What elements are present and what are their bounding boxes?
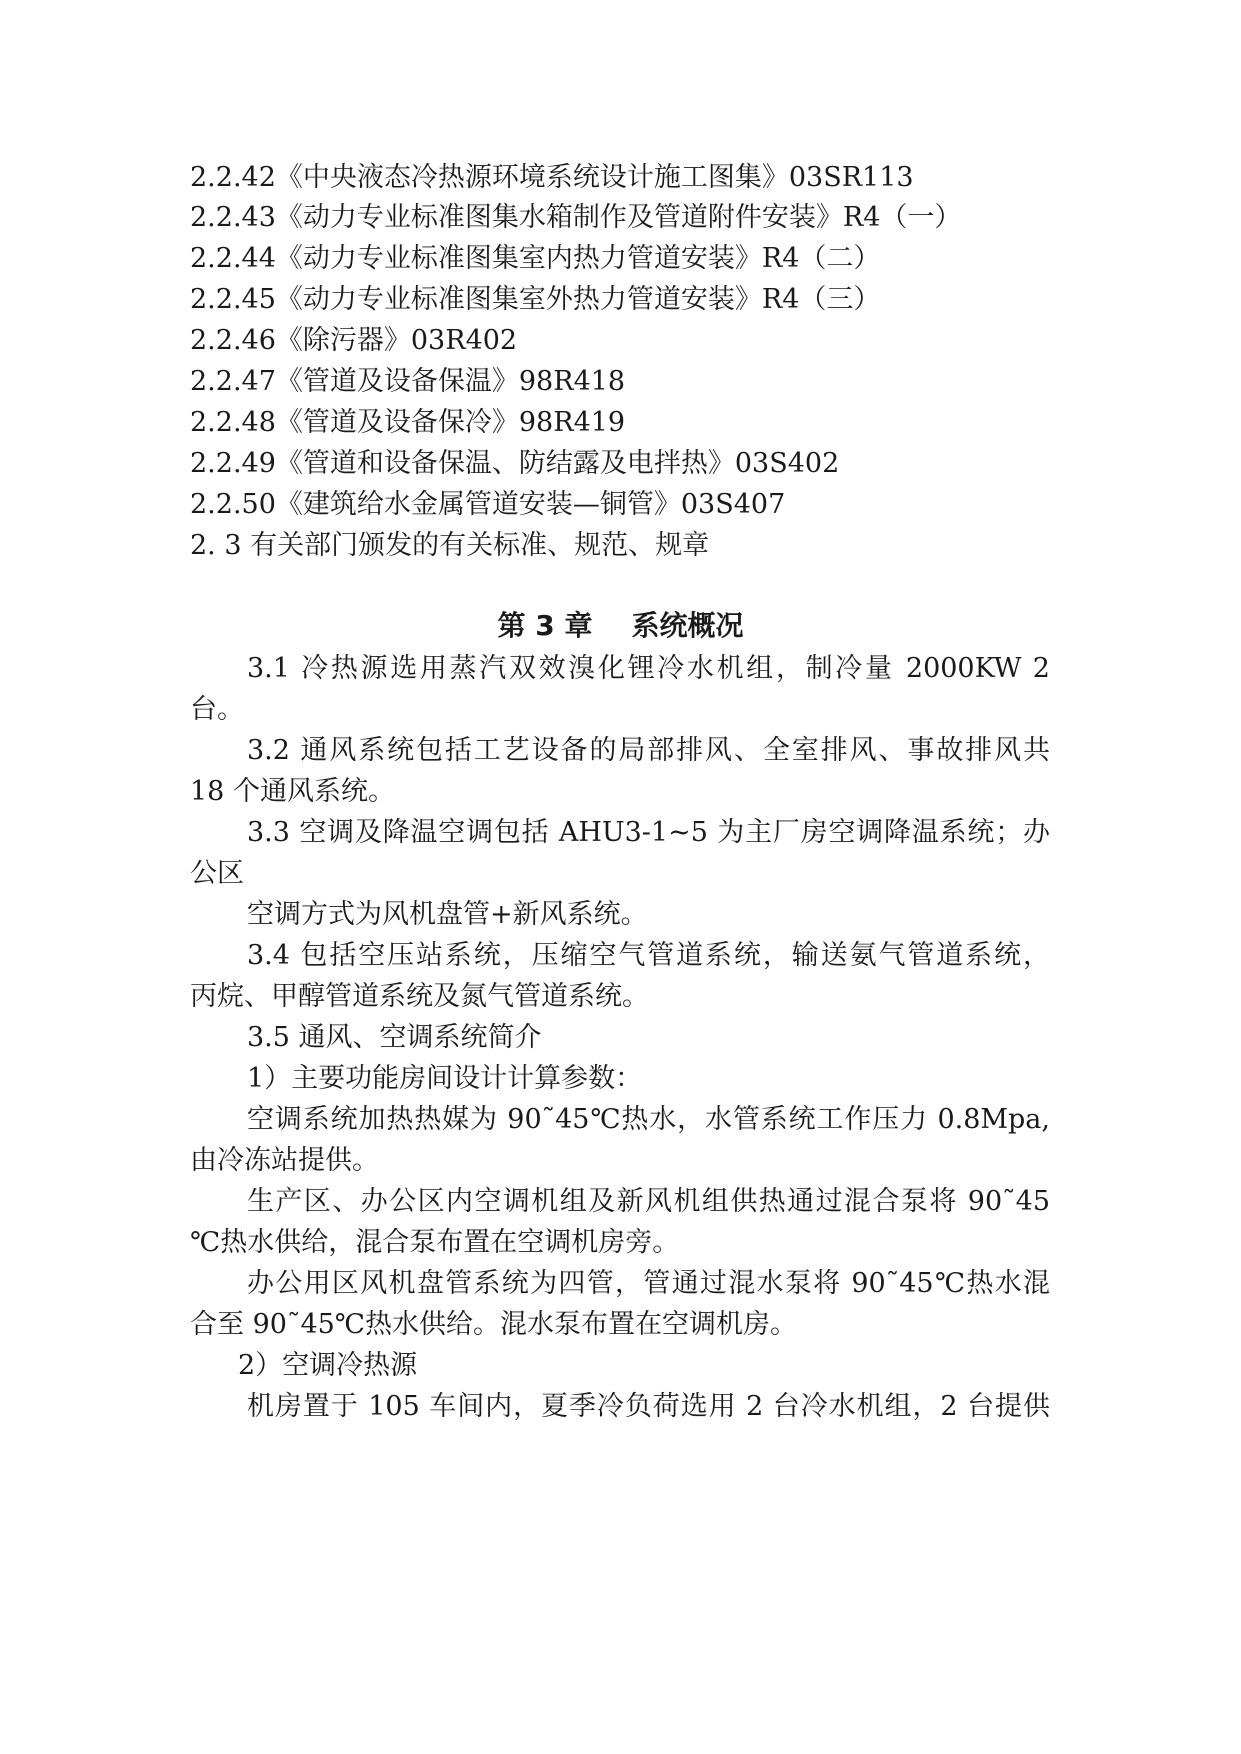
- heating-para-c-line-2: 合至 90˜45℃热水供给。混水泵布置在空调机房。: [190, 1309, 797, 1340]
- para-3-1-line-1: 3.1 冷热源选用蒸汽双效溴化锂冷水机组，制冷量 2000KW 2: [247, 653, 1050, 684]
- heating-para-a-line-2: 由冷冻站提供。: [190, 1145, 379, 1176]
- item-2-heading: 2）空调冷热源: [238, 1350, 418, 1381]
- standard-item-2-2-42: 2.2.42《中央液态冷热源环境系统设计施工图集》03SR113: [190, 162, 914, 193]
- para-3-5-heading: 3.5 通风、空调系统简介: [247, 1022, 542, 1053]
- heating-para-b-line-1: 生产区、办公区内空调机组及新风机组供热通过混合泵将 90˜45: [247, 1186, 1050, 1217]
- standard-item-2-2-44: 2.2.44《动力专业标准图集室内热力管道安装》R4（二）: [190, 243, 881, 274]
- para-3-2-line-2: 18 个通风系统。: [190, 776, 395, 807]
- standard-item-2-2-50: 2.2.50《建筑给水金属管道安装—铜管》03S407: [190, 489, 786, 520]
- heating-para-c-line-1: 办公用区风机盘管系统为四管，管通过混水泵将 90˜45℃热水混: [247, 1268, 1050, 1299]
- standard-item-2-2-45: 2.2.45《动力专业标准图集室外热力管道安装》R4（三）: [190, 284, 881, 315]
- para-3-4-line-2: 丙烷、甲醇管道系统及氮气管道系统。: [190, 981, 649, 1012]
- para-3-3-line-3: 空调方式为风机盘管+新风系统。: [247, 899, 648, 930]
- chapter-3-title: 第 3 章 系统概况: [497, 609, 744, 642]
- standard-item-2-2-46: 2.2.46《除污器》03R402: [190, 325, 518, 356]
- standard-item-2-2-43: 2.2.43《动力专业标准图集水箱制作及管道附件安装》R4（一）: [190, 202, 962, 233]
- heating-para-a-line-1: 空调系统加热热媒为 90˜45℃热水，水管系统工作压力 0.8Mpa,: [247, 1104, 1050, 1135]
- para-3-3-line-2: 公区: [190, 858, 244, 889]
- para-3-3-line-1: 3.3 空调及降温空调包括 AHU3-1~5 为主厂房空调降温系统；办: [247, 817, 1050, 848]
- section-2-3: 2. 3 有关部门颁发的有关标准、规范、规章: [190, 530, 710, 561]
- standard-item-2-2-49: 2.2.49《管道和设备保温、防结露及电拌热》03S402: [190, 448, 840, 479]
- item-1-heading: 1）主要功能房间设计计算参数：: [247, 1063, 643, 1094]
- standard-item-2-2-48: 2.2.48《管道及设备保冷》98R419: [190, 407, 626, 438]
- machine-room-line: 机房置于 105 车间内，夏季冷负荷选用 2 台冷水机组，2 台提供: [247, 1391, 1050, 1422]
- para-3-2-line-1: 3.2 通风系统包括工艺设备的局部排风、全室排风、事故排风共: [247, 735, 1050, 766]
- para-3-1-line-2: 台。: [190, 694, 244, 725]
- para-3-4-line-1: 3.4 包括空压站系统，压缩空气管道系统，输送氨气管道系统，: [247, 940, 1050, 971]
- standard-item-2-2-47: 2.2.47《管道及设备保温》98R418: [190, 366, 626, 397]
- heating-para-b-line-2: ℃热水供给，混合泵布置在空调机房旁。: [190, 1227, 680, 1258]
